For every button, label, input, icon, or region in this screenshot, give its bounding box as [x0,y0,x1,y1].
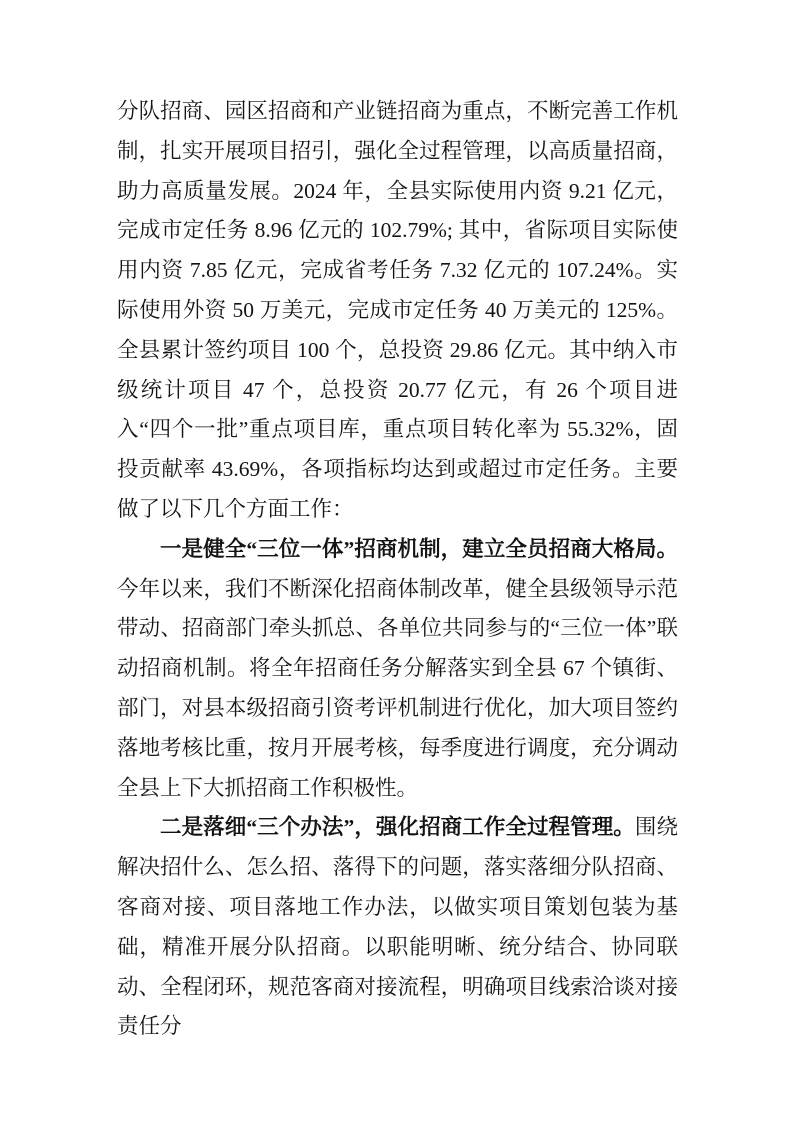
text-run: 围绕解决招什么、怎么招、落得下的问题，落实落细分队招商、客商对接、项目落地工作办法，以做实项目策划包装为基础，精准开展分队招商。以职能明晰、统分结合、协同联动、全程闭环，规范客商对接流程，明确项目线索洽谈对接责任分 [117,815,678,1039]
paragraph-section-1 [117,530,678,809]
section-lead-bold: 二是落细“三个办法”，强化招商工作全过程管理。 [160,815,635,840]
text-run: 今年以来，我们不断深化招商体制改革，健全县级领导示范带动、招商部门牵头抓总、各单位共同参与的“三位一体”联动招商机制。将全年招商任务分解落实到全县 67 个镇街、部门，对县本级招商引资考评机制进行优化，加大项目签约落地考核比重，按月开展考核，每季度进行调度，充分调动全县上下大抓招商工作积极性。 [117,576,678,800]
paragraph-section-2 [117,808,678,1047]
document-body [117,92,678,1047]
section-lead-bold: 一是健全“三位一体”招商机制，建立全员招商大格局。 [160,536,678,561]
text-run: 分队招商、园区招商和产业链招商为重点，不断完善工作机制，扎实开展项目招引，强化全过程管理，以高质量招商，助力高质量发展。2024 年，全县实际使用内资 9.21 亿元，完成市定任务 8.96 亿元的 102.79%; 其中，省际项目实际使用内资 7.85 亿元，完成省考任务 7.32 亿元的 107.24%。实际使用外资 50 万美元，完成市定任务 40 万美元的 125%。全县累计签约项目 100 个，总投资 29.86 亿元。其中纳入市级统计项目 47 个，总投资 20.77 亿元，有 26 个项目进入“四个一批”重点项目库，重点项目转化率为 55.32%，固投贡献率 43.69%，各项指标均达到或超过市定任务。主要做了以下几个方面工作： [117,99,678,521]
paragraph-overview [117,92,678,530]
